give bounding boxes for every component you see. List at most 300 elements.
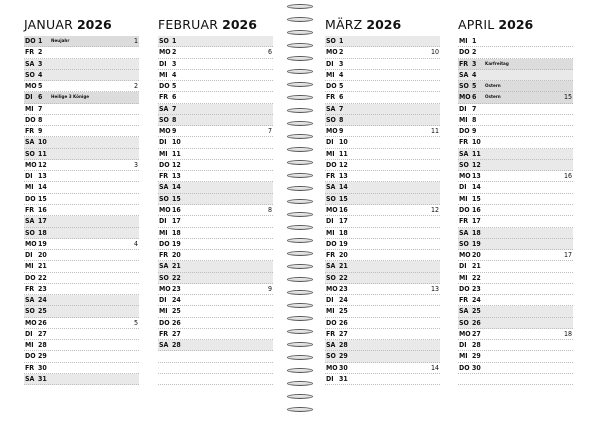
day-row[interactable] — [458, 239, 573, 250]
day-row[interactable] — [325, 306, 440, 317]
day-row[interactable] — [458, 261, 573, 272]
spiral-ring — [287, 160, 313, 165]
day-number: 24 — [38, 296, 47, 305]
day-number: 15 — [339, 194, 348, 203]
weekday-label: DO — [326, 82, 337, 91]
spiral-ring — [287, 316, 313, 321]
spiral-ring — [287, 394, 313, 399]
day-row[interactable] — [158, 36, 273, 47]
day-row[interactable] — [325, 363, 440, 374]
day-number: 3 — [172, 59, 177, 68]
day-row[interactable] — [325, 92, 440, 103]
day-row[interactable] — [158, 273, 273, 284]
spiral-ring — [287, 173, 313, 178]
month-year: 2026 — [222, 17, 257, 32]
spiral-ring — [287, 95, 313, 100]
day-row[interactable] — [325, 47, 440, 58]
day-row[interactable] — [158, 261, 273, 272]
weekday-label: SO — [326, 115, 336, 124]
week-number: 8 — [267, 205, 272, 214]
day-number: 22 — [472, 273, 481, 282]
day-row[interactable] — [325, 70, 440, 81]
weekday-label: DI — [326, 296, 334, 305]
day-row[interactable] — [325, 149, 440, 160]
day-row[interactable] — [24, 318, 139, 329]
weekday-label: MO — [25, 318, 37, 327]
day-number: 9 — [38, 127, 43, 136]
day-number: 13 — [339, 172, 348, 181]
day-row[interactable] — [325, 81, 440, 92]
day-row[interactable] — [458, 205, 573, 216]
day-row[interactable] — [24, 92, 139, 103]
day-row[interactable] — [158, 318, 273, 329]
day-row[interactable] — [158, 340, 273, 351]
day-row[interactable] — [458, 137, 573, 148]
day-number: 9 — [172, 127, 177, 136]
day-number: 8 — [472, 115, 477, 124]
week-number: 4 — [133, 239, 138, 248]
day-row[interactable] — [458, 318, 573, 329]
day-row[interactable] — [158, 250, 273, 261]
day-row[interactable] — [24, 295, 139, 306]
day-row[interactable] — [325, 284, 440, 295]
day-number: 13 — [38, 172, 47, 181]
day-row[interactable] — [24, 340, 139, 351]
day-row[interactable] — [158, 47, 273, 58]
day-number: 27 — [339, 329, 348, 338]
spiral-ring — [287, 186, 313, 191]
day-number: 17 — [472, 217, 481, 226]
day-row[interactable] — [24, 284, 139, 295]
day-number: 25 — [339, 307, 348, 316]
day-row[interactable] — [24, 47, 139, 58]
day-number: 16 — [472, 205, 481, 214]
weekday-label: MO — [25, 82, 37, 91]
day-number: 18 — [472, 228, 481, 237]
weekday-label: SO — [459, 160, 469, 169]
weekday-label: SO — [159, 273, 169, 282]
day-number: 19 — [472, 239, 481, 248]
weekday-label: DO — [459, 284, 470, 293]
weekday-label: MO — [159, 48, 171, 57]
holiday-label: Neujahr — [51, 39, 70, 44]
day-row[interactable] — [458, 194, 573, 205]
day-row[interactable] — [325, 59, 440, 70]
month-name: FEBRUAR — [158, 17, 219, 32]
month-name: APRIL — [458, 17, 495, 32]
day-row[interactable] — [158, 284, 273, 295]
spiral-ring — [287, 199, 313, 204]
day-row[interactable] — [325, 104, 440, 115]
day-row[interactable] — [325, 351, 440, 362]
day-number: 24 — [472, 296, 481, 305]
blank-line — [158, 374, 273, 385]
day-row[interactable] — [325, 216, 440, 227]
weekday-label: MI — [159, 228, 168, 237]
day-row[interactable] — [158, 149, 273, 160]
day-row[interactable] — [458, 149, 573, 160]
weekday-label: MO — [459, 251, 471, 260]
spiral-ring — [287, 43, 313, 48]
weekday-label: SO — [459, 82, 469, 91]
weekday-label: DI — [459, 341, 467, 350]
day-row[interactable] — [458, 216, 573, 227]
spiral-ring — [287, 108, 313, 113]
day-row[interactable] — [325, 115, 440, 126]
day-row[interactable] — [458, 363, 573, 374]
week-number: 2 — [133, 82, 138, 91]
spiral-ring — [287, 381, 313, 386]
spiral-ring — [287, 238, 313, 243]
day-number: 11 — [172, 149, 181, 158]
day-row[interactable] — [325, 137, 440, 148]
weekday-label: DO — [25, 37, 36, 45]
day-number: 26 — [38, 318, 47, 327]
weekday-label: SA — [159, 262, 169, 271]
day-number: 14 — [339, 183, 348, 192]
day-row[interactable] — [458, 160, 573, 171]
day-number: 27 — [172, 329, 181, 338]
day-row[interactable] — [24, 115, 139, 126]
spiral-ring — [287, 329, 313, 334]
weekday-label: MI — [159, 149, 168, 158]
day-row[interactable] — [24, 216, 139, 227]
day-row[interactable] — [325, 228, 440, 239]
weekday-label: FR — [459, 296, 469, 305]
day-number: 23 — [472, 284, 481, 293]
spiral-ring — [287, 212, 313, 217]
day-number: 2 — [172, 48, 177, 57]
day-row[interactable] — [325, 171, 440, 182]
day-number: 15 — [38, 194, 47, 203]
day-row[interactable] — [325, 318, 440, 329]
day-row[interactable] — [325, 182, 440, 193]
day-row[interactable] — [158, 205, 273, 216]
day-number: 23 — [339, 284, 348, 293]
day-row[interactable] — [158, 171, 273, 182]
week-number: 16 — [563, 172, 572, 181]
week-number: 15 — [563, 93, 572, 102]
day-row[interactable] — [158, 182, 273, 193]
day-row[interactable] — [458, 351, 573, 362]
day-row[interactable] — [325, 239, 440, 250]
spiral-ring — [287, 342, 313, 347]
day-number: 25 — [172, 307, 181, 316]
day-number: 1 — [172, 37, 177, 45]
day-row[interactable] — [325, 329, 440, 340]
day-row[interactable] — [325, 374, 440, 385]
weekday-label: FR — [25, 127, 35, 136]
spiral-ring — [287, 30, 313, 35]
weekday-label: MI — [459, 273, 468, 282]
week-number: 12 — [430, 205, 439, 214]
weekday-label: SO — [326, 194, 336, 203]
day-row[interactable] — [458, 228, 573, 239]
day-row[interactable] — [458, 284, 573, 295]
day-list — [24, 36, 139, 385]
weekday-label: FR — [25, 205, 35, 214]
day-number: 29 — [339, 352, 348, 361]
weekday-label: MO — [159, 205, 171, 214]
day-number: 16 — [38, 205, 47, 214]
day-number: 6 — [339, 93, 344, 102]
day-number: 30 — [472, 363, 481, 372]
day-row[interactable] — [458, 36, 573, 47]
day-number: 4 — [172, 70, 177, 79]
weekday-label: SA — [159, 104, 169, 113]
day-row[interactable] — [158, 194, 273, 205]
day-row[interactable] — [24, 137, 139, 148]
blank-line — [158, 351, 273, 362]
weekday-label: DO — [459, 48, 470, 57]
day-row[interactable] — [24, 149, 139, 160]
day-row[interactable] — [325, 273, 440, 284]
weekday-label: DO — [326, 239, 337, 248]
weekday-label: DI — [326, 374, 334, 383]
weekday-label: SA — [459, 70, 469, 79]
weekday-label: FR — [159, 329, 169, 338]
day-number: 12 — [339, 160, 348, 169]
weekday-label: SO — [159, 194, 169, 203]
spiral-ring — [287, 355, 313, 360]
day-number: 6 — [38, 93, 43, 102]
day-row[interactable] — [158, 70, 273, 81]
day-number: 22 — [339, 273, 348, 282]
day-number: 3 — [339, 59, 344, 68]
day-row[interactable] — [158, 239, 273, 250]
week-number: 17 — [563, 251, 572, 260]
day-number: 20 — [172, 251, 181, 260]
day-row[interactable] — [325, 126, 440, 137]
weekday-label: SO — [159, 115, 169, 124]
day-row[interactable] — [158, 329, 273, 340]
day-number: 2 — [472, 48, 477, 57]
weekday-label: DI — [159, 59, 167, 68]
month-year: 2026 — [76, 17, 112, 32]
day-row[interactable] — [458, 81, 573, 92]
day-row[interactable] — [24, 104, 139, 115]
weekday-label: FR — [459, 217, 469, 226]
weekday-label: DO — [25, 115, 36, 124]
day-row[interactable] — [458, 250, 573, 261]
weekday-label: DO — [25, 194, 36, 203]
week-number: 6 — [267, 48, 272, 57]
day-row[interactable] — [325, 261, 440, 272]
day-row[interactable] — [24, 126, 139, 137]
day-number: 9 — [339, 127, 344, 136]
day-row[interactable] — [325, 295, 440, 306]
day-number: 28 — [472, 341, 481, 350]
day-number: 17 — [339, 217, 348, 226]
weekday-label: SO — [25, 70, 35, 79]
weekday-label: MI — [326, 70, 335, 79]
spiral-ring — [287, 303, 313, 308]
weekday-label: SO — [459, 318, 469, 327]
day-number: 7 — [38, 104, 43, 113]
day-number: 16 — [172, 205, 181, 214]
weekday-label: SA — [25, 59, 35, 68]
day-row[interactable] — [325, 340, 440, 351]
day-row[interactable] — [158, 81, 273, 92]
day-row[interactable] — [325, 205, 440, 216]
day-number: 11 — [472, 149, 481, 158]
weekday-label: FR — [326, 93, 336, 102]
week-number: 18 — [563, 329, 572, 338]
weekday-label: MI — [326, 228, 335, 237]
day-row[interactable] — [458, 115, 573, 126]
weekday-label: DI — [159, 296, 167, 305]
day-row[interactable] — [24, 273, 139, 284]
day-row[interactable] — [158, 295, 273, 306]
day-number: 25 — [38, 307, 47, 316]
day-number: 6 — [172, 93, 177, 102]
day-row[interactable] — [24, 374, 139, 385]
weekday-label: MO — [25, 239, 37, 248]
day-row[interactable] — [24, 261, 139, 272]
spiral-ring — [287, 225, 313, 230]
day-row[interactable] — [325, 36, 440, 47]
day-row[interactable] — [158, 104, 273, 115]
day-row[interactable] — [158, 216, 273, 227]
month-title — [158, 14, 273, 36]
day-number: 27 — [38, 329, 47, 338]
day-row[interactable] — [458, 295, 573, 306]
day-row[interactable] — [458, 340, 573, 351]
day-row[interactable] — [24, 363, 139, 374]
day-number: 17 — [172, 217, 181, 226]
week-number: 10 — [430, 48, 439, 57]
blank-line — [458, 374, 573, 385]
day-row[interactable] — [458, 182, 573, 193]
day-row[interactable] — [325, 194, 440, 205]
weekday-label: SO — [25, 307, 35, 316]
spiral-ring — [287, 264, 313, 269]
day-number: 11 — [339, 149, 348, 158]
day-row[interactable] — [458, 47, 573, 58]
day-number: 8 — [172, 115, 177, 124]
week-number: 13 — [430, 284, 439, 293]
weekday-label: FR — [25, 284, 35, 293]
day-row[interactable] — [24, 160, 139, 171]
day-row[interactable] — [24, 306, 139, 317]
weekday-label: MI — [326, 149, 335, 158]
weekday-label: DO — [459, 127, 470, 136]
day-row[interactable] — [158, 306, 273, 317]
weekday-label: SA — [25, 296, 35, 305]
day-number: 5 — [339, 82, 344, 91]
day-number: 3 — [38, 59, 43, 68]
day-row[interactable] — [24, 194, 139, 205]
day-row[interactable] — [158, 160, 273, 171]
day-row[interactable] — [158, 228, 273, 239]
day-row[interactable] — [325, 250, 440, 261]
day-row[interactable] — [158, 115, 273, 126]
day-number: 30 — [339, 363, 348, 372]
weekday-label: MO — [326, 127, 338, 136]
weekday-label: SO — [326, 352, 336, 361]
day-row[interactable] — [458, 104, 573, 115]
day-row[interactable] — [458, 329, 573, 340]
day-number: 31 — [38, 374, 47, 383]
day-number: 22 — [38, 273, 47, 282]
spiral-ring — [287, 407, 313, 412]
day-row[interactable] — [24, 59, 139, 70]
day-number: 15 — [472, 194, 481, 203]
day-row[interactable] — [458, 126, 573, 137]
weekday-label: SA — [25, 374, 35, 383]
day-row[interactable] — [458, 59, 573, 70]
day-number: 26 — [472, 318, 481, 327]
day-number: 31 — [339, 374, 348, 383]
weekday-label: DI — [459, 183, 467, 192]
weekday-label: SO — [326, 273, 336, 282]
day-number: 12 — [38, 160, 47, 169]
day-number: 28 — [172, 341, 181, 350]
day-row[interactable] — [158, 126, 273, 137]
day-number: 19 — [339, 239, 348, 248]
day-row[interactable] — [458, 70, 573, 81]
day-row[interactable] — [458, 171, 573, 182]
spiral-ring — [287, 17, 313, 22]
day-row[interactable] — [325, 160, 440, 171]
weekday-label: FR — [459, 59, 469, 68]
weekday-label: DI — [25, 172, 33, 181]
weekday-label: DI — [159, 138, 167, 147]
day-row[interactable] — [458, 92, 573, 103]
day-number: 8 — [38, 115, 43, 124]
day-row[interactable] — [458, 273, 573, 284]
day-row[interactable] — [458, 306, 573, 317]
weekday-label: FR — [25, 48, 35, 57]
weekday-label: MI — [159, 70, 168, 79]
day-number: 13 — [472, 172, 481, 181]
weekday-label: SO — [459, 239, 469, 248]
month-title — [458, 14, 573, 36]
day-row[interactable] — [24, 351, 139, 362]
day-number: 15 — [172, 194, 181, 203]
weekday-label: SO — [159, 37, 169, 45]
day-row[interactable] — [24, 182, 139, 193]
day-row[interactable] — [24, 205, 139, 216]
day-row[interactable] — [24, 250, 139, 261]
day-row[interactable] — [24, 239, 139, 250]
day-number: 4 — [339, 70, 344, 79]
spiral-binding — [286, 4, 314, 424]
day-row[interactable] — [24, 171, 139, 182]
weekday-label: DO — [159, 160, 170, 169]
day-number: 1 — [472, 37, 477, 45]
day-row[interactable] — [24, 329, 139, 340]
day-row[interactable] — [158, 137, 273, 148]
day-number: 1 — [38, 37, 43, 45]
day-number: 13 — [172, 172, 181, 181]
day-row[interactable] — [24, 36, 139, 47]
weekday-label: FR — [159, 251, 169, 260]
day-row[interactable] — [158, 59, 273, 70]
day-row[interactable] — [24, 81, 139, 92]
day-number: 6 — [472, 93, 477, 102]
day-row[interactable] — [24, 70, 139, 81]
day-number: 4 — [38, 70, 43, 79]
weekday-label: MI — [459, 194, 468, 203]
week-number: 9 — [267, 284, 272, 293]
day-number: 28 — [38, 341, 47, 350]
weekday-label: SA — [326, 341, 336, 350]
day-row[interactable] — [158, 92, 273, 103]
day-row[interactable] — [24, 228, 139, 239]
day-number: 28 — [339, 341, 348, 350]
weekday-label: SA — [459, 307, 469, 316]
